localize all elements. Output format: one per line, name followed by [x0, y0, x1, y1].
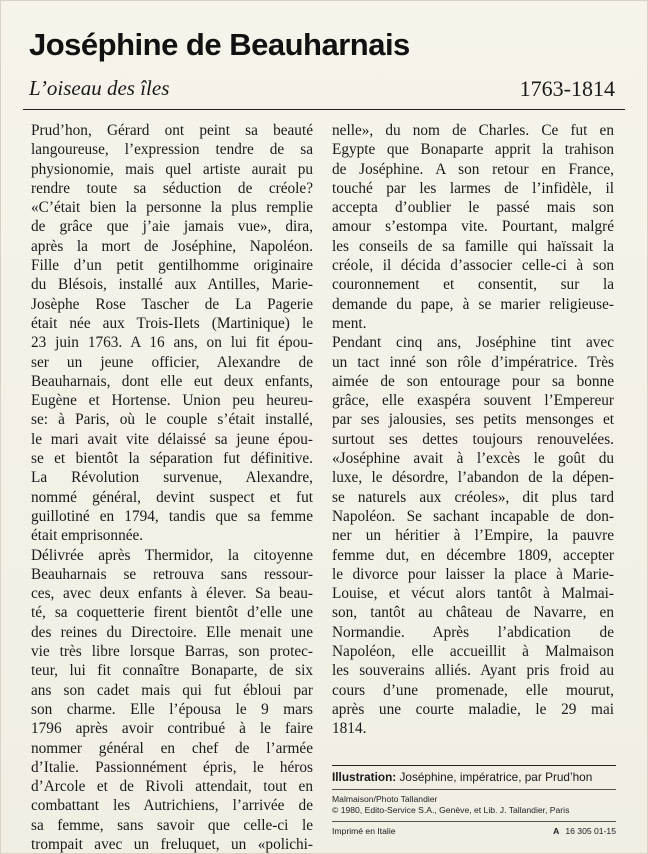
- right-text-column: [332, 121, 614, 739]
- text-line: ces, avec deux enfants à élever. Sa beau-: [31, 585, 313, 603]
- text-line: La Révolution survenue, Alexandre,: [31, 469, 313, 487]
- text-line: Eugène et Hortense. Union peu heureu-: [31, 392, 313, 410]
- left-text-column: [31, 121, 313, 854]
- text-line: sa femme, sans savoir que celle-ci le: [31, 816, 313, 834]
- text-line: se: à Paris, où le couple s’était installé,: [31, 411, 313, 429]
- text-line: nommé général, devint suspect et fut: [31, 488, 313, 506]
- credits-block: [332, 765, 616, 836]
- text-line: Beauharnais, dont elle eut deux enfants,: [31, 372, 313, 390]
- card-number: 16 305 01-15: [565, 826, 616, 836]
- copyright-line: © 1980, Edito-Service S.A., Genève, et Lib. J. Tallandier, Paris: [332, 805, 570, 815]
- text-line: vie très libre lorsque Barras, son protec-: [31, 643, 313, 661]
- text-line: cours d’une promenade, elle mourut,: [332, 681, 614, 699]
- illustration-label: Illustration:: [332, 770, 397, 784]
- text-line: de Joséphine. A son retour en France,: [332, 160, 614, 178]
- text-line: amour s’estompa vite. Pourtant, malgré: [332, 218, 614, 236]
- text-line: ner un héritier à l’Empire, la pauvre: [332, 527, 614, 545]
- text-line: ans son cadet mais qui fut ébloui par: [31, 681, 313, 699]
- footer-divider: [332, 821, 616, 822]
- text-line: les souverains alliés. Ayant pris froid au: [332, 662, 614, 680]
- text-line: son charme. Elle l’épousa le 9 mars: [31, 700, 313, 718]
- text-line: Pendant cinq ans, Joséphine tint avec: [332, 334, 614, 352]
- text-line: se et bientôt la séparation fut définitive.: [31, 450, 313, 468]
- text-line: Egypte que Bonaparte apprit la trahison: [332, 141, 614, 159]
- text-line: 1814.: [332, 720, 367, 738]
- photo-credit: Malmaison/Photo Tallandier: [332, 794, 438, 804]
- text-line: surtout ses dettes toujours renouvelées.: [332, 430, 614, 448]
- text-line: Napoléon, elle accueillit à Malmaison: [332, 643, 614, 661]
- header-divider: [23, 109, 625, 110]
- text-line: combattant les Autrichiens, l’arrivée de: [31, 797, 313, 815]
- text-line: d’Italie. Passionnément épris, le héros: [31, 758, 313, 776]
- card-code: [553, 826, 616, 836]
- text-line: son, tantôt au château de Navarre, en: [332, 604, 614, 622]
- credits-divider: [332, 765, 616, 766]
- text-line: se naturels aux créoles», dit plus tard: [332, 488, 614, 506]
- text-line: après la mort de Joséphine, Napoléon.: [31, 237, 313, 255]
- illustration-text: Joséphine, impératrice, par Prud’hon: [396, 770, 593, 784]
- text-line: Normandie. Après l’abdication de: [332, 623, 614, 641]
- series-letter: A: [553, 826, 560, 836]
- text-line: Délivrée après Thermidor, la citoyenne: [31, 546, 313, 564]
- subtitle: L’oiseau des îles: [29, 76, 170, 100]
- text-line: après une courte maladie, le 29 mai: [332, 700, 614, 718]
- text-line: teur, lui fit connaître Bonaparte, de six: [31, 662, 313, 680]
- text-line: par ses jalousies, ses petits mensonges et: [332, 411, 614, 429]
- life-years: 1763-1814: [519, 76, 615, 101]
- text-line: Fille d’un petit gentilhomme originaire: [31, 257, 313, 275]
- text-line: créole, il décida d’associer celle-ci à son: [332, 257, 614, 275]
- text-line: le mari avait vite délaissé sa jeune épou-: [31, 430, 313, 448]
- text-line: «C’était bien la personne la plus remplie: [31, 199, 313, 217]
- text-line: physionomie, mais quel artiste aurait pu: [31, 160, 313, 178]
- text-line: ment.: [332, 314, 367, 332]
- text-line: langoureuse, l’expression tendre de sa: [31, 141, 313, 159]
- text-line: Josèphe Rose Tascher de La Pagerie: [31, 295, 313, 313]
- text-line: un tact inné son rôle d’impératrice. Très: [332, 353, 614, 371]
- text-line: 23 juin 1763. A 16 ans, on lui fit épou-: [31, 334, 313, 352]
- text-line: guillotiné en 1794, tandis que sa femme: [31, 507, 313, 525]
- text-line: aimée de son entourage pour sa bonne: [332, 372, 614, 390]
- text-line: couronnement et consentit, sur la: [332, 276, 614, 294]
- text-line: luxe, le désordre, l’abandon de la dépen-: [332, 469, 614, 487]
- text-line: nommer général en chef de l’armée: [31, 739, 313, 757]
- text-line: Louise, et vécut alors tantôt à Malmai-: [332, 585, 614, 603]
- text-line: Napoléon. Se sachant incapable de don-: [332, 507, 614, 525]
- text-line: était emprisonnée.: [31, 527, 144, 545]
- text-line: le divorce pour laisser la place à Marie-: [332, 565, 614, 583]
- text-line: d’Arcole et de Rivoli attendait, tout en: [31, 778, 313, 796]
- text-line: rendre toute sa séduction de créole?: [31, 179, 313, 197]
- text-line: grâce, elle exaspéra souvent l’Empereur: [332, 392, 614, 410]
- text-line: accepta d’oublier le passé mais son: [332, 199, 614, 217]
- text-line: femme dut, en décembre 1809, accepter: [332, 546, 614, 564]
- credits-subdivider: [332, 789, 616, 790]
- text-line: 1796 après avoir contribué à le faire: [31, 720, 313, 738]
- printed-in: Imprimé en Italie: [332, 826, 396, 836]
- text-line: les conseils de sa famille qui haïssait la: [332, 237, 614, 255]
- text-line: touché par les larmes de l’infidèle, il: [332, 179, 614, 197]
- text-line: té, sa coquetterie firent bientôt d’elle une: [31, 604, 313, 622]
- text-line: trompait avec un freluquet, un «polichi-: [31, 835, 313, 853]
- text-line: des reines du Directoire. Elle menait une: [31, 623, 313, 641]
- illustration-credit: [332, 770, 616, 784]
- footer-row: [332, 826, 616, 836]
- text-line: nelle», du nom de Charles. Ce fut en: [332, 122, 614, 139]
- text-line: était née aux Trois-Ilets (Martinique) le: [31, 314, 313, 332]
- text-line: Prud’hon, Gérard ont peint sa beauté: [31, 122, 313, 139]
- text-line: du Blésois, installé aux Antilles, Marie-: [31, 276, 313, 294]
- text-line: Beauharnais se retrouva sans ressour-: [31, 565, 313, 583]
- page-title: Joséphine de Beauharnais: [29, 27, 410, 62]
- text-line: demande du pape, à se marier religieuse-: [332, 295, 614, 313]
- text-line: de grâce que j’aie jamais vue», dira,: [31, 218, 313, 236]
- text-line: ser un jeune officier, Alexandre de: [31, 353, 313, 371]
- text-line: «Joséphine avait à l’excès le goût du: [332, 450, 614, 468]
